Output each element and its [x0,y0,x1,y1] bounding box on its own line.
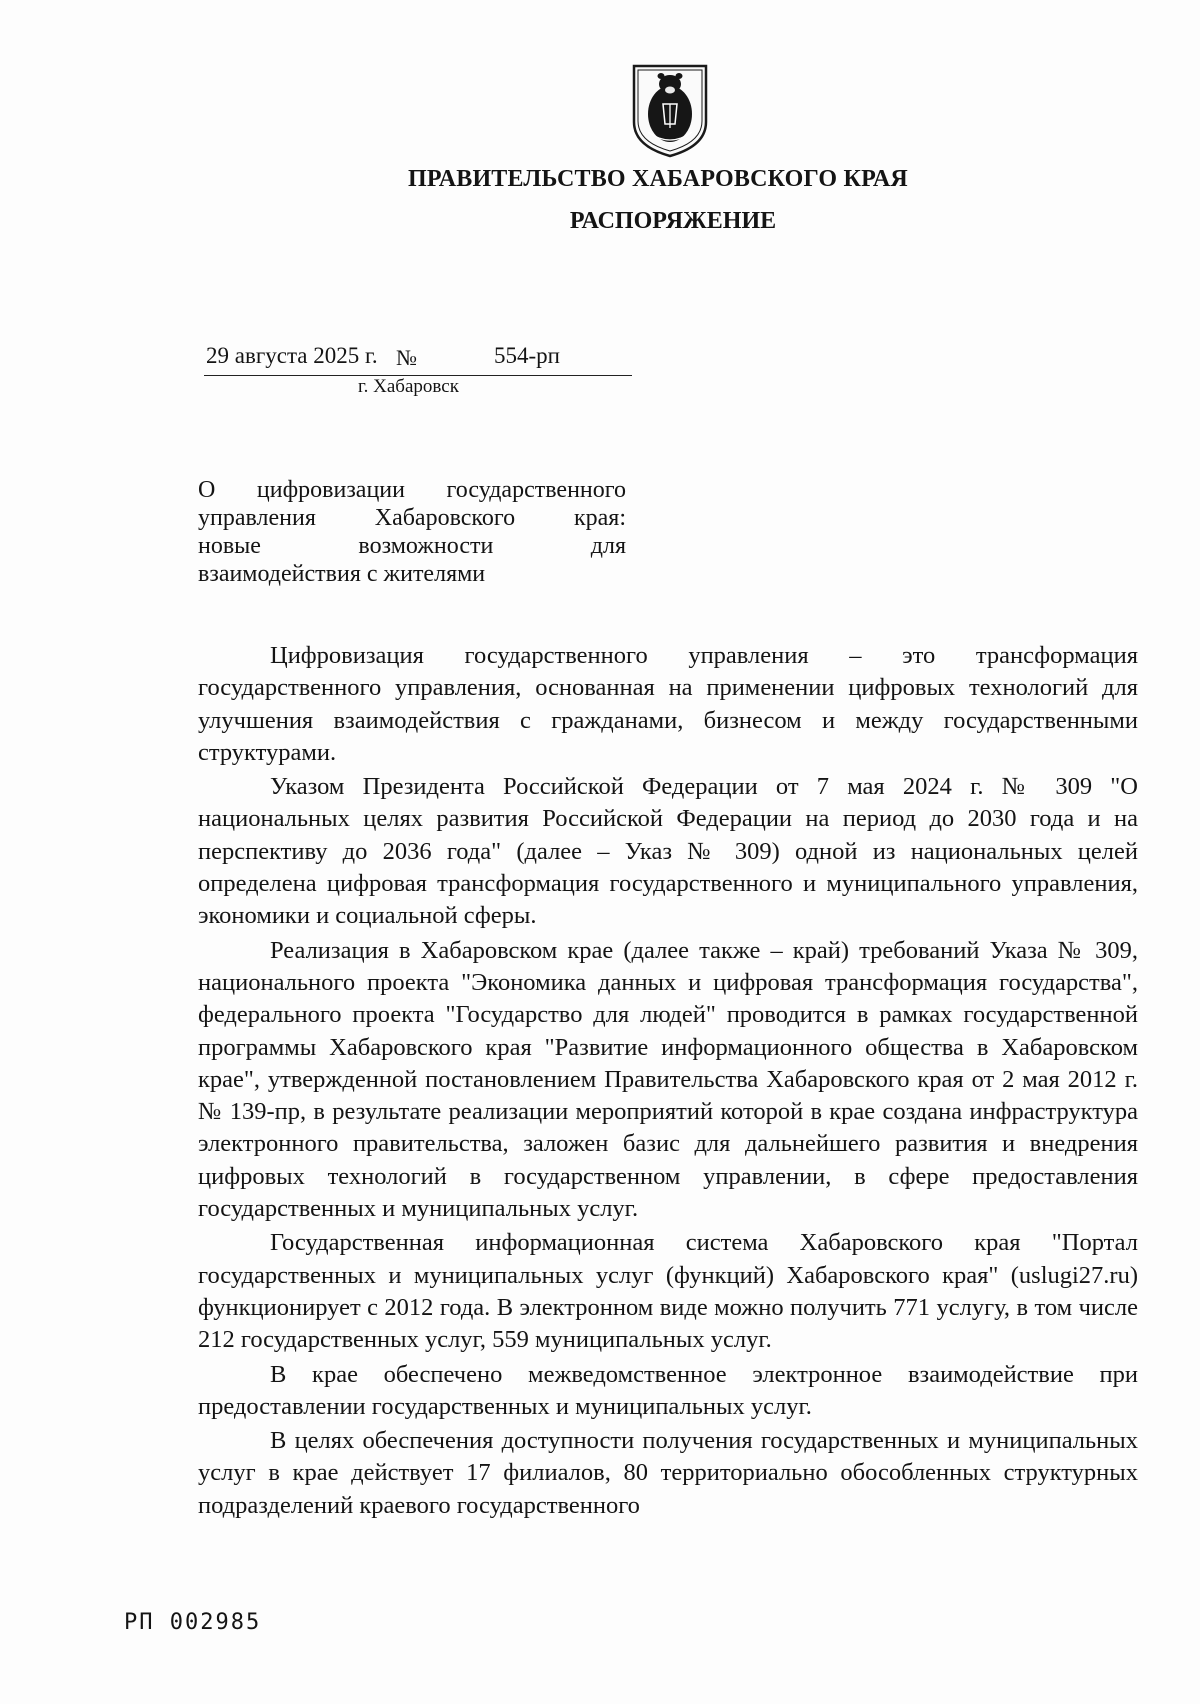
form-serial-number: РП 002985 [124,1610,262,1635]
subject-line: управления Хабаровского края: [198,505,626,531]
subject-line: взаимодействия с жителями [198,561,486,587]
body-paragraph: Указом Президента Российской Федерации от 7 мая 2024 г. № 309 "О национальных целях развития Российской Федерации на период до 2030 года и на перспективу до 2036 года" (далее – Указ № 309) одной из национальных целей определена цифровая трансформация государственного и муниципального управления, экономики и социальной сферы. [198,773,1138,930]
body-paragraph: Государственная информационная система Хабаровского края "Портал государственных и муниципальных услуг (функций) Хабаровского края" (uslugi27.ru) функционирует с 2012 года. В электронном виде можно получить 771 услугу, в том числе 212 государственных услуг, 559 муниципальных услуг. [198,1229,1138,1354]
body-paragraph: Реализация в Хабаровском крае (далее также – край) требований Указа № 309, национального проекта "Экономика данных и цифровая трансформация государства", федерального проекта "Государство для людей" проводится в рамках государственной программы Хабаровского края "Развитие информационного общества в Хабаровском крае", утвержденной постановлением Правительства Хабаровского края от 2 мая 2012 г. № 139-пр, в результате реализации мероприятий которой в крае создана инфраструктура электронного правительства, заложен базис для дальнейшего развития и внедрения цифровых технологий в государственном управлении, в сфере предоставления государственных и муниципальных услуг. [198,936,1138,1223]
number-sign: № [396,345,417,370]
subject-line: О цифровизации государственного [198,477,626,503]
document-body [198,640,1138,1524]
document-number: 554-рп [494,343,560,368]
document-type: РАСПОРЯЖЕНИЕ [569,208,777,234]
registration-line [204,343,632,376]
document-city: г. Хабаровск [358,376,459,397]
document-date: 29 августа 2025 г. [206,343,378,368]
bear-coat-of-arms-icon [630,62,710,158]
subject-line: новые возможности для [198,533,626,559]
body-paragraph: Цифровизация государственного управления – это трансформация государственного управления, основанная на применении цифровых технологий для улучшения взаимодействия с гражданами, бизнесом и между государственными структурами. [198,642,1138,766]
body-paragraph: В крае обеспечено межведомственное электронное взаимодействие при предоставлении государственных и муниципальных услуг. [198,1360,1138,1420]
organization-title: ПРАВИТЕЛЬСТВО ХАБАРОВСКОГО КРАЯ [408,166,908,192]
body-paragraph: В целях обеспечения доступности получения государственных и муниципальных услуг в крае действует 17 филиалов, 80 территориально обособленных структурных подразделений краевого государственного [198,1427,1138,1519]
document-subject [198,476,626,588]
